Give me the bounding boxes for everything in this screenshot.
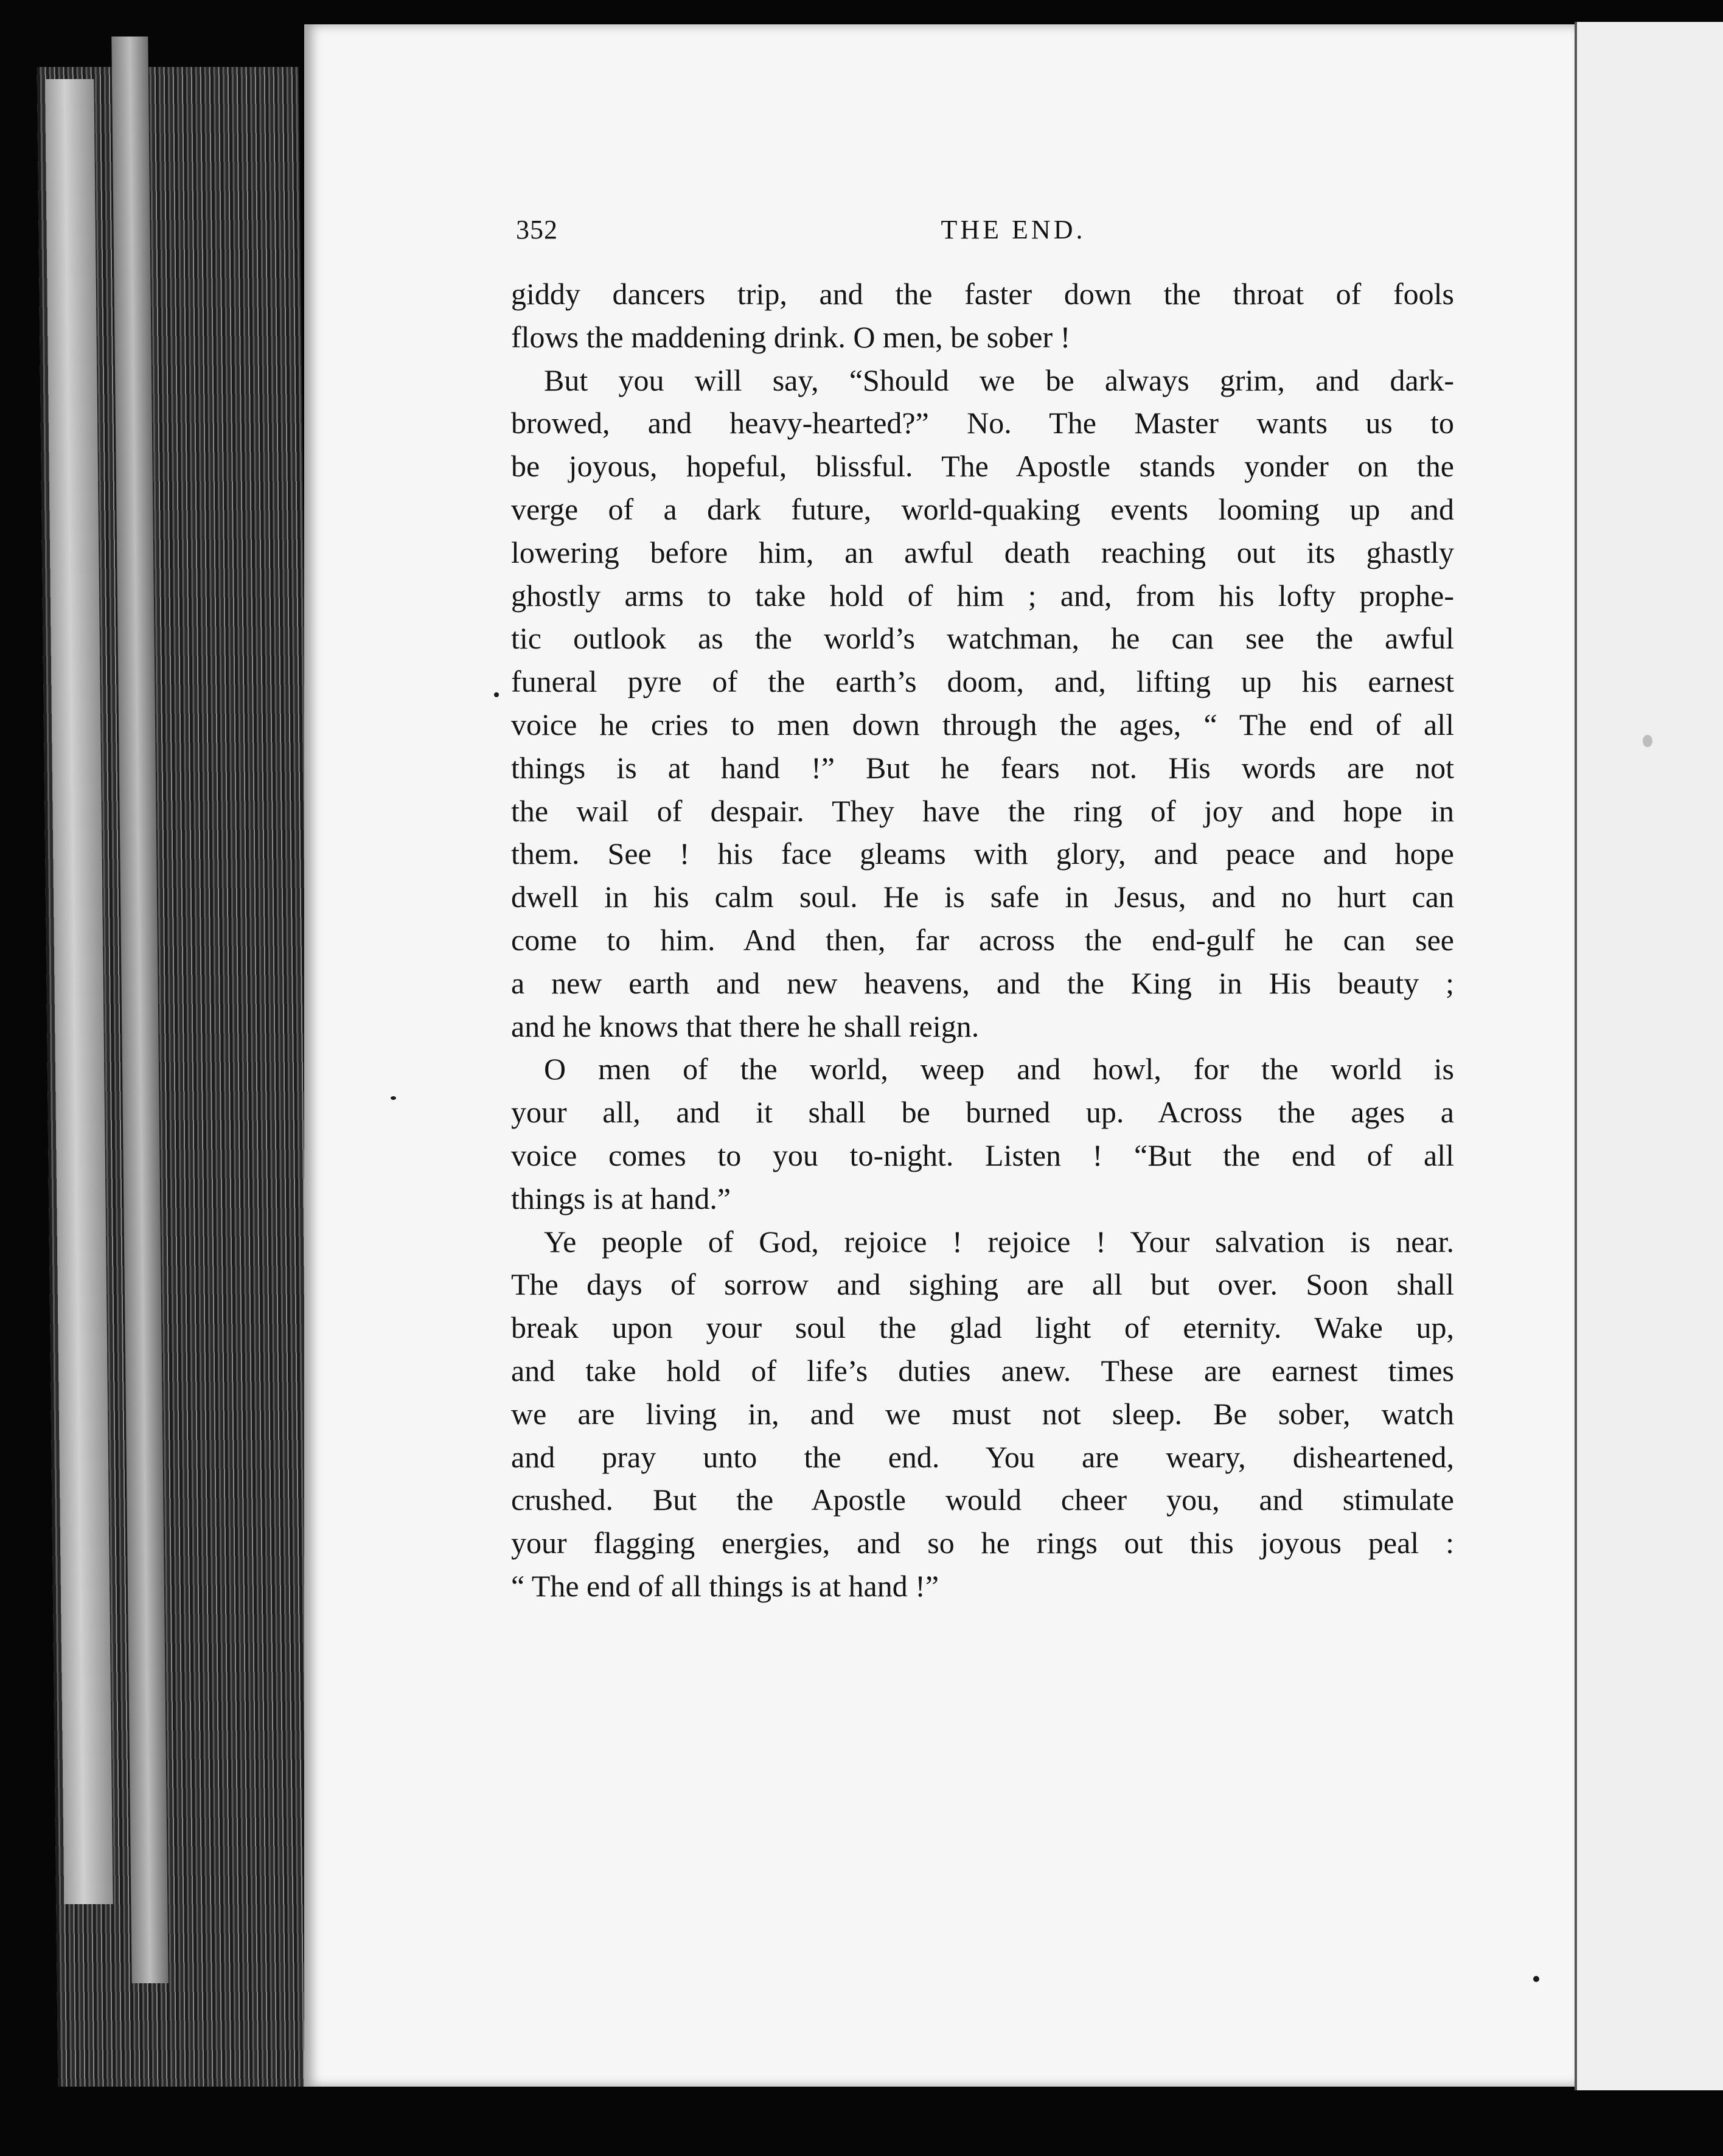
text-line: O men of the world, weep and howl, for the world is [544, 1052, 1454, 1087]
page-number: 352 [516, 215, 558, 245]
text-line: browed, and heavy-hearted?” No. The Master wants us to [511, 406, 1454, 440]
text-line: funeral pyre of the earth’s doom, and, lifting up his earnest [511, 664, 1454, 699]
text-line: But you will say, “Should we be always grim, and dark- [544, 363, 1454, 397]
text-line: the wail of despair. They have the ring of joy and hope in [511, 793, 1454, 828]
page-body [511, 273, 1454, 1608]
page-header [516, 214, 1456, 257]
text-line: flows the maddening drink. O men, be sober ! [511, 319, 1071, 354]
text-line: break upon your soul the glad light of eternity. Wake up, [511, 1310, 1454, 1345]
text-line: and he knows that there he shall reign. [511, 1009, 980, 1043]
text-line: things is at hand.” [511, 1181, 731, 1215]
text-line: verge of a dark future, world-quaking events looming up and [511, 492, 1454, 526]
text-line: your flagging energies, and so he rings out this joyous peal : [511, 1526, 1454, 1560]
text-line: be joyous, hopeful, blissful. The Apostle stands yonder on the [511, 449, 1454, 484]
scan-speck [494, 692, 499, 697]
text-line: Ye people of God, rejoice ! rejoice ! Your salvation is near. [544, 1224, 1454, 1259]
text-line: “ The end of all things is at hand !” [511, 1568, 939, 1603]
text-line: a new earth and new heavens, and the King in His beauty ; [511, 965, 1454, 1000]
text-line: dwell in his calm soul. He is safe in Jesus, and no hurt can [511, 880, 1454, 914]
text-line: and take hold of life’s duties anew. These are earnest times [511, 1353, 1454, 1388]
text-line: things is at hand !” But he fears not. His words are not [511, 750, 1454, 785]
text-line: voice comes to you to-night. Listen ! “But the end of all [511, 1138, 1454, 1172]
text-line: voice he cries to men down through the ages, “ The end of all [511, 707, 1454, 742]
running-head: THE END. [941, 215, 1086, 245]
facing-page-sliver [1575, 22, 1723, 2090]
text-line: your all, and it shall be burned up. Across the ages a [511, 1095, 1454, 1130]
text-line: ghostly arms to take hold of him ; and, from his lofty prophe- [511, 578, 1454, 613]
text-line: and pray unto the end. You are weary, disheartened, [511, 1439, 1454, 1474]
scan-speck [391, 1096, 396, 1100]
text-line: tic outlook as the world’s watchman, he can see the awful [511, 621, 1454, 656]
text-line: The days of sorrow and sighing are all but over. Soon shall [511, 1267, 1454, 1302]
text-line: we are living in, and we must not sleep. Be sober, watch [511, 1396, 1454, 1431]
scan-speck [1533, 1976, 1539, 1982]
text-line: lowering before him, an awful death reaching out its ghastly [511, 535, 1454, 569]
text-line: them. See ! his face gleams with glory, and peace and hope [511, 836, 1454, 871]
text-line: giddy dancers trip, and the faster down the throat of fools [511, 277, 1454, 311]
scan-speck [1643, 735, 1652, 747]
text-line: come to him. And then, far across the end-gulf he can see [511, 922, 1454, 957]
text-line: crushed. But the Apostle would cheer you, and stimulate [511, 1483, 1454, 1517]
